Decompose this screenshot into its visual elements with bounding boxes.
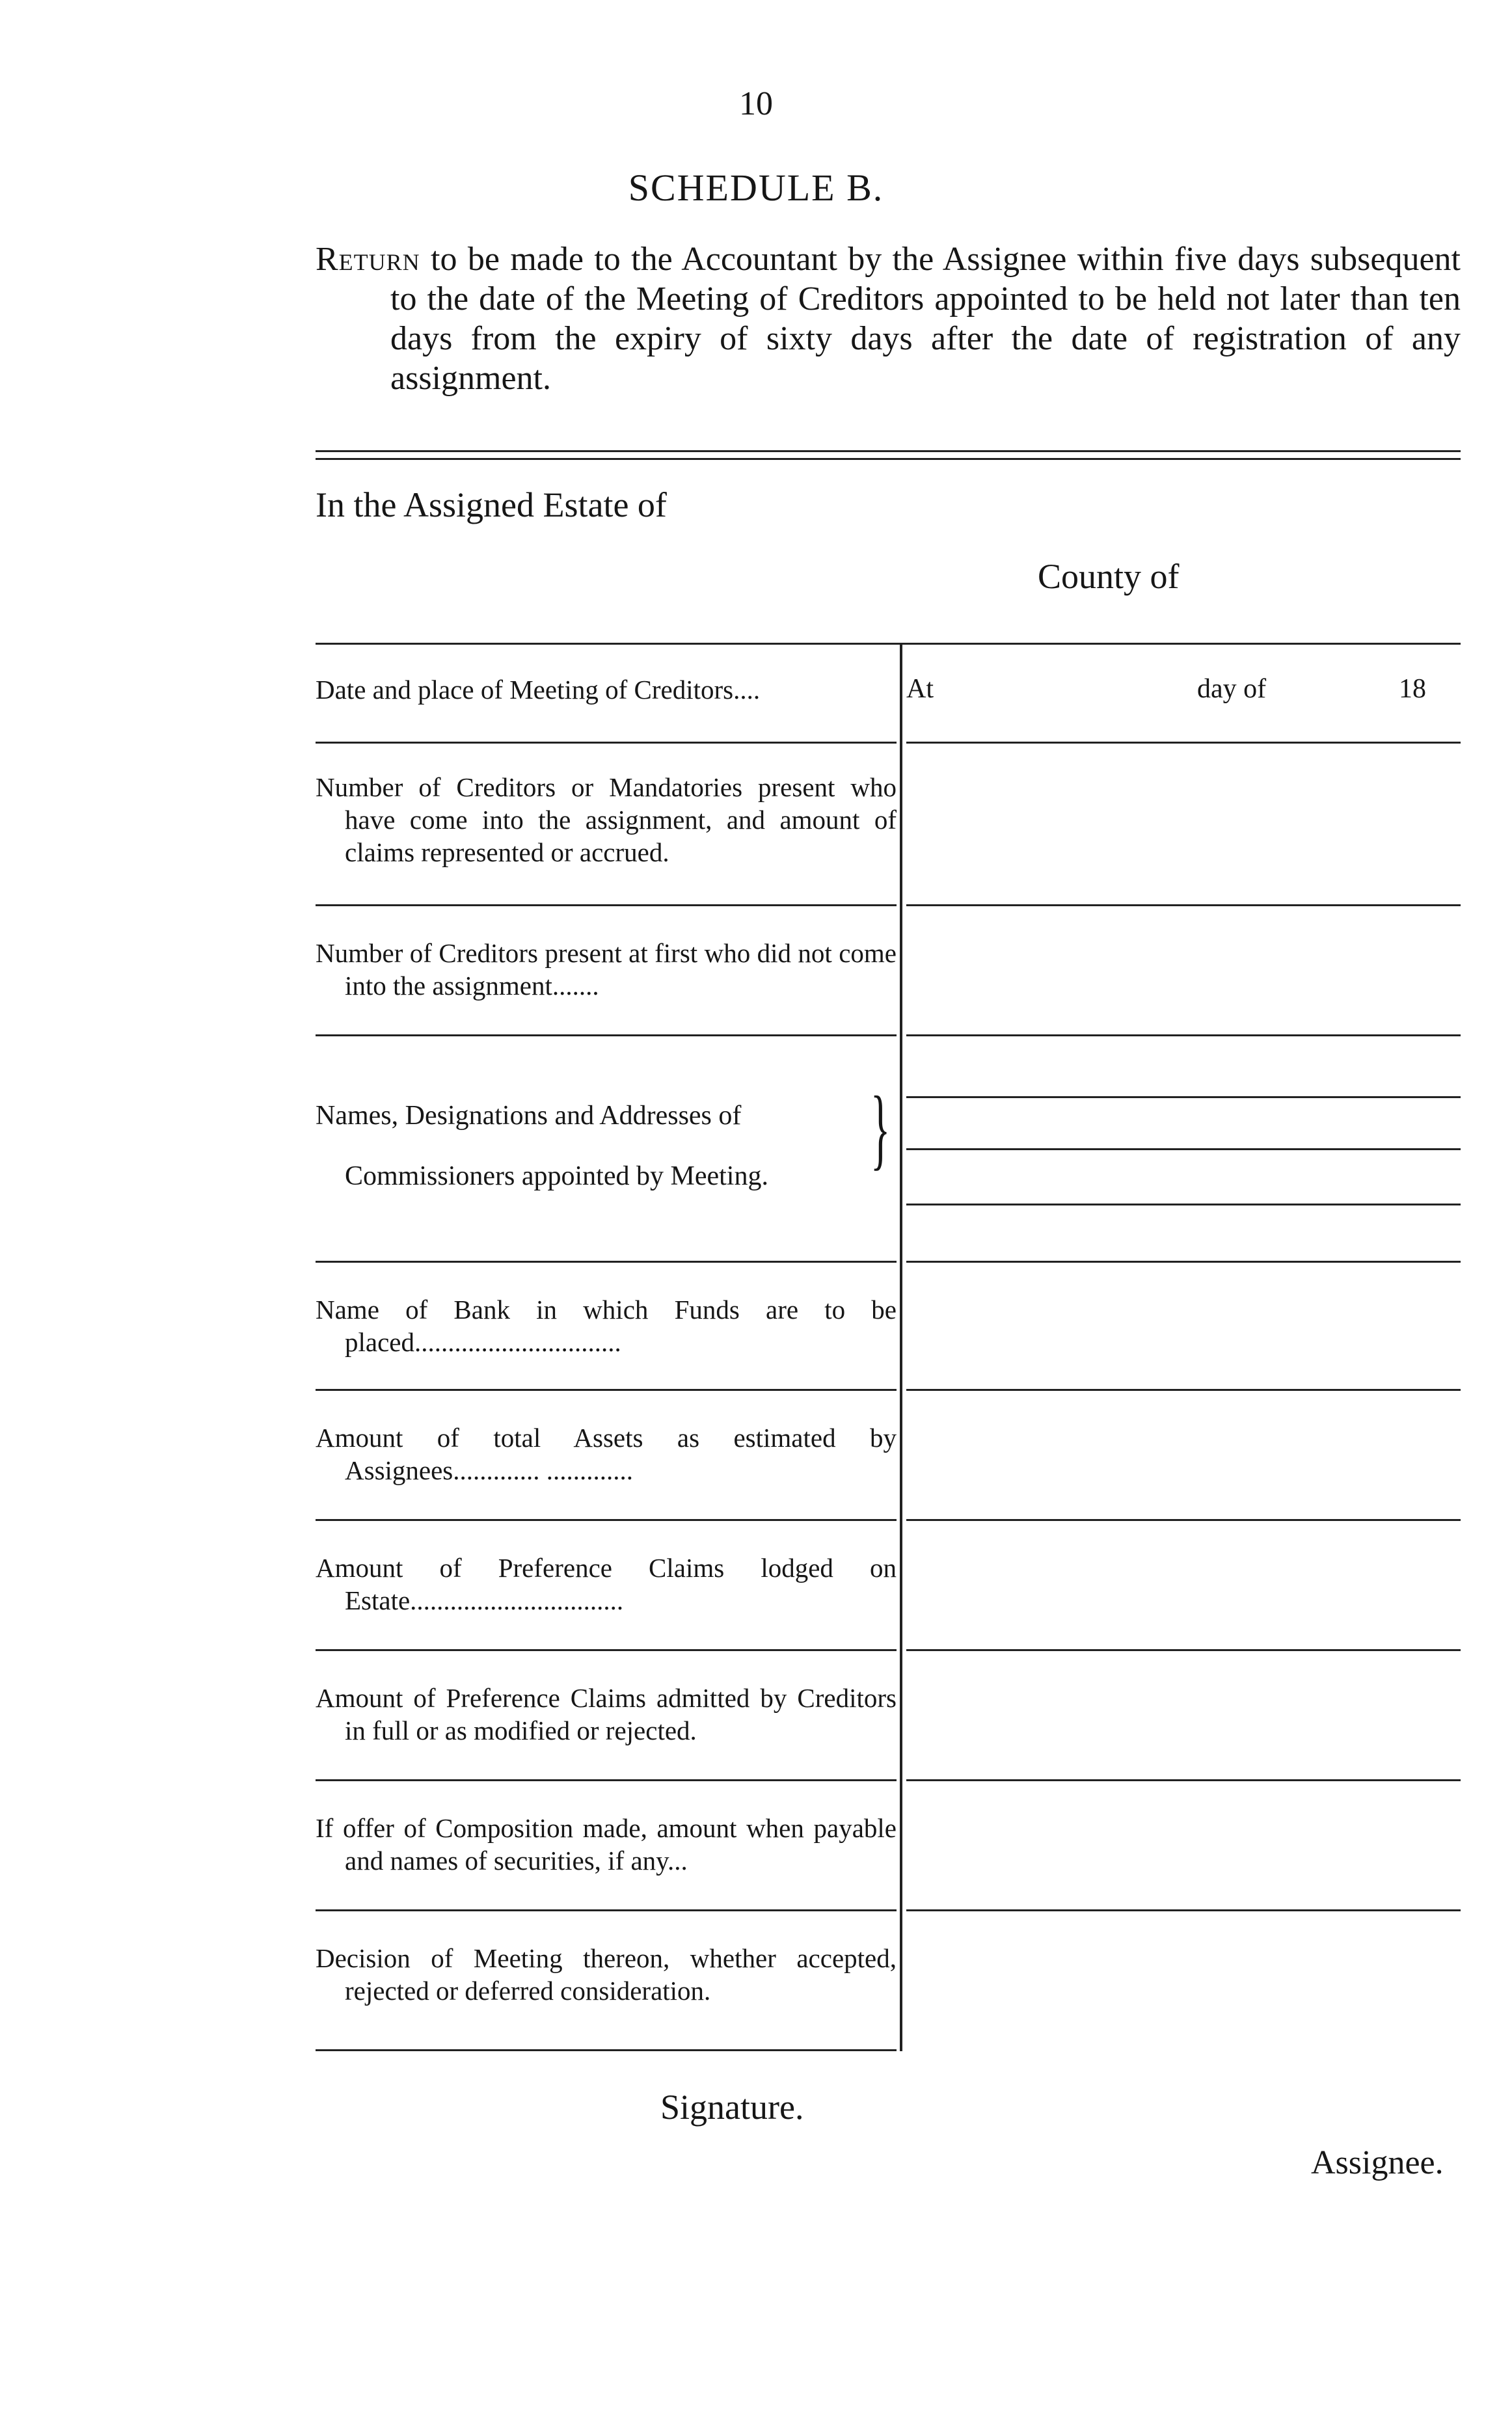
row-rule-right xyxy=(906,1034,1461,1036)
row-rule xyxy=(316,1389,897,1391)
row-rule xyxy=(316,1779,897,1781)
estate-label: In the Assigned Estate of xyxy=(316,485,667,524)
row-rule-right xyxy=(906,904,1461,906)
row-label-meeting-date: Date and place of Meeting of Creditors.... xyxy=(316,675,761,705)
commissioners-line-2: Commissioners appointed by Meeting. xyxy=(345,1161,768,1191)
intro-paragraph xyxy=(316,239,1461,398)
row-label-total-assets: Amount of total Assets as estimated by Assignees............. ............. xyxy=(316,1423,897,1485)
row-rule xyxy=(316,742,897,744)
table-top-rule xyxy=(316,643,1461,645)
commissioner-line-3 xyxy=(906,1204,1461,1205)
column-divider xyxy=(900,643,902,2051)
row-rule xyxy=(316,904,897,906)
row-label-creditors-present: Number of Creditors or Mandatories present who have come into the assignment, and amount of claims represented or accrued. xyxy=(316,772,897,867)
row-rule-right xyxy=(906,1519,1461,1521)
double-rule-top xyxy=(316,450,1461,452)
meeting-at: At xyxy=(906,674,934,704)
row-rule-right xyxy=(906,1389,1461,1391)
row-rule xyxy=(316,1649,897,1651)
row-rule-right xyxy=(906,742,1461,744)
double-rule-bottom xyxy=(316,458,1461,460)
schedule-title: SCHEDULE B. xyxy=(628,167,884,209)
meeting-day-of: day of xyxy=(1197,674,1267,704)
row-rule xyxy=(316,1519,897,1521)
row-label-bank: Name of Bank in which Funds are to be placed............................... xyxy=(316,1295,897,1357)
commissioner-line-2 xyxy=(906,1148,1461,1150)
row-rule-right xyxy=(906,1909,1461,1911)
row-rule-right xyxy=(906,1261,1461,1263)
row-rule xyxy=(316,1034,897,1036)
commissioners-line-1: Names, Designations and Addresses of xyxy=(316,1101,742,1131)
row-label-commissioners xyxy=(316,1099,897,1132)
intro-text: to be made to the Accountant by the Assignee within five days subsequent to the date of the Meeting of Creditors appointed to be held not later than ten days from the expiry of sixty days after the date of registration of any assignment. xyxy=(390,241,1461,397)
county-label: County of xyxy=(1038,557,1180,596)
row-rule-right xyxy=(906,1779,1461,1781)
row-label-decision: Decision of Meeting thereon, whether accepted, rejected or deferred consideration. xyxy=(316,1943,897,2006)
row-label-commissioners-2 xyxy=(316,1160,897,1192)
row-rule-right xyxy=(906,1649,1461,1651)
meeting-year: 18 xyxy=(1399,674,1426,704)
row-label-creditors-not-assigned: Number of Creditors present at first who did not come into the assignment....... xyxy=(316,938,897,1001)
signature-label: Signature. xyxy=(660,2088,804,2127)
curly-brace-icon: } xyxy=(871,1078,891,1179)
row-rule xyxy=(316,1909,897,1911)
row-label-preference-admitted: Amount of Preference Claims admitted by Creditors in full or as modified or rejected. xyxy=(316,1683,897,1745)
intro-lead-word: Return xyxy=(316,241,420,278)
assignee-label: Assignee. xyxy=(1311,2144,1444,2181)
row-label-preference-lodged: Amount of Preference Claims lodged on Estate................................ xyxy=(316,1553,897,1615)
row-rule xyxy=(316,1261,897,1263)
table-bottom-rule xyxy=(316,2049,897,2051)
row-label-composition: If offer of Composition made, amount when payable and names of securities, if any... xyxy=(316,1813,897,1876)
commissioner-line-1 xyxy=(906,1096,1461,1098)
page-number: 10 xyxy=(739,85,773,122)
